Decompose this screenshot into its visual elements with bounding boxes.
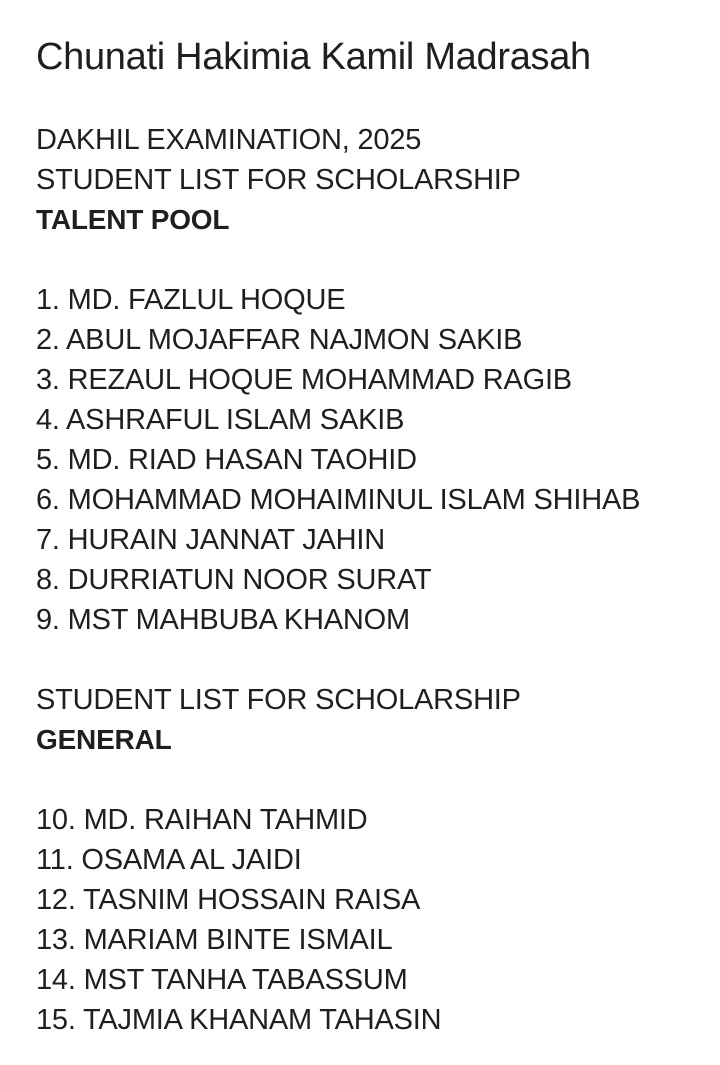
list-item: 5. MD. RIAD HASAN TAOHID bbox=[36, 444, 417, 476]
list-item: 13. MARIAM BINTE ISMAIL bbox=[36, 924, 393, 956]
list-item: 2. ABUL MOJAFFAR NAJMON SAKIB bbox=[36, 324, 523, 356]
list-item: 10. MD. RAIHAN TAHMID bbox=[36, 804, 368, 836]
talent-pool-student-list bbox=[36, 280, 710, 640]
category-talent-pool: TALENT POOL bbox=[36, 204, 230, 235]
list-item: 12. TASNIM HOSSAIN RAISA bbox=[36, 884, 421, 916]
document bbox=[36, 30, 710, 1040]
exam-name: DAKHIL EXAMINATION, 2025 bbox=[36, 124, 422, 156]
list-item: 14. MST TANHA TABASSUM bbox=[36, 964, 408, 996]
list-item: 7. HURAIN JANNAT JAHIN bbox=[36, 524, 386, 556]
list-item: 8. DURRIATUN NOOR SURAT bbox=[36, 564, 432, 596]
list-item: 6. MOHAMMAD MOHAIMINUL ISLAM SHIHAB bbox=[36, 484, 641, 516]
list-item: 1. MD. FAZLUL HOQUE bbox=[36, 284, 346, 316]
institution-title: Chunati Hakimia Kamil Madrasah bbox=[36, 36, 591, 78]
list-item: 11. OSAMA AL JAIDI bbox=[36, 844, 302, 876]
section-heading-talent-pool: STUDENT LIST FOR SCHOLARSHIP bbox=[36, 164, 521, 196]
list-item: 9. MST MAHBUBA KHANOM bbox=[36, 604, 410, 636]
category-general: GENERAL bbox=[36, 724, 172, 755]
list-item: 4. ASHRAFUL ISLAM SAKIB bbox=[36, 404, 405, 436]
list-item: 15. TAJMIA KHANAM TAHASIN bbox=[36, 1004, 442, 1036]
section-heading-general: STUDENT LIST FOR SCHOLARSHIP bbox=[36, 684, 521, 716]
general-student-list bbox=[36, 800, 710, 1040]
exam-header bbox=[36, 120, 710, 240]
general-header bbox=[36, 680, 710, 760]
list-item: 3. REZAUL HOQUE MOHAMMAD RAGIB bbox=[36, 364, 572, 396]
